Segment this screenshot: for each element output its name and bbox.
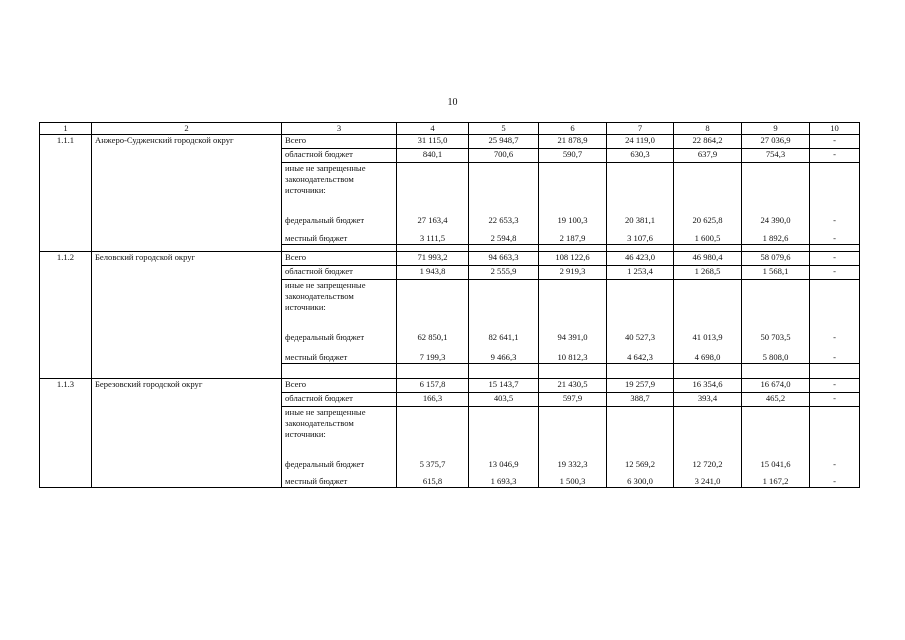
header-cell: 3 bbox=[282, 123, 397, 135]
row-local-label: местный бюджет bbox=[282, 470, 397, 488]
value-cell: 6 157,8 bbox=[397, 379, 469, 393]
value-cell bbox=[674, 163, 742, 208]
value-cell bbox=[539, 407, 607, 452]
value-cell: 41 013,9 bbox=[674, 324, 742, 343]
row-regional-label: областной бюджет bbox=[282, 149, 397, 163]
value-cell: 62 850,1 bbox=[397, 324, 469, 343]
header-cell: 1 bbox=[40, 123, 92, 135]
spacer-cell bbox=[742, 364, 810, 379]
value-cell: 5 808,0 bbox=[742, 343, 810, 364]
value-cell: 2 555,9 bbox=[469, 266, 539, 280]
value-cell bbox=[469, 280, 539, 325]
header-cell: 2 bbox=[92, 123, 282, 135]
value-cell: 19 332,3 bbox=[539, 451, 607, 470]
value-cell bbox=[810, 163, 860, 208]
value-cell: 590,7 bbox=[539, 149, 607, 163]
value-cell: 754,3 bbox=[742, 149, 810, 163]
district-code: 1.1.1 bbox=[40, 135, 92, 252]
value-cell: 94 663,3 bbox=[469, 252, 539, 266]
spacer-cell bbox=[539, 245, 607, 252]
value-cell: - bbox=[810, 343, 860, 364]
value-cell: 840,1 bbox=[397, 149, 469, 163]
spacer-cell bbox=[469, 245, 539, 252]
value-cell: 94 391,0 bbox=[539, 324, 607, 343]
value-cell: - bbox=[810, 451, 860, 470]
value-cell: 615,8 bbox=[397, 470, 469, 488]
value-cell: - bbox=[810, 393, 860, 407]
row-regional-label: областной бюджет bbox=[282, 266, 397, 280]
value-cell: - bbox=[810, 149, 860, 163]
value-cell: 3 107,6 bbox=[607, 226, 674, 245]
value-cell bbox=[469, 407, 539, 452]
spacer-cell bbox=[810, 245, 860, 252]
header-cell: 4 bbox=[397, 123, 469, 135]
value-cell: 20 381,1 bbox=[607, 207, 674, 226]
value-cell: 2 187,9 bbox=[539, 226, 607, 245]
value-cell bbox=[397, 163, 469, 208]
value-cell: 19 100,3 bbox=[539, 207, 607, 226]
spacer-cell bbox=[607, 364, 674, 379]
value-cell: 21 430,5 bbox=[539, 379, 607, 393]
value-cell: - bbox=[810, 470, 860, 488]
header-cell: 7 bbox=[607, 123, 674, 135]
table-row bbox=[40, 379, 860, 393]
row-other-sources-label: иные не запрещенные законодательством источники: bbox=[282, 280, 397, 325]
row-regional-label: областной бюджет bbox=[282, 393, 397, 407]
value-cell: - bbox=[810, 324, 860, 343]
value-cell bbox=[607, 280, 674, 325]
value-cell: 1 943,8 bbox=[397, 266, 469, 280]
row-federal-label: федеральный бюджет bbox=[282, 451, 397, 470]
value-cell: 1 600,5 bbox=[674, 226, 742, 245]
value-cell: 16 674,0 bbox=[742, 379, 810, 393]
value-cell: 465,2 bbox=[742, 393, 810, 407]
value-cell bbox=[674, 407, 742, 452]
value-cell bbox=[742, 407, 810, 452]
spacer-cell bbox=[539, 364, 607, 379]
value-cell: 3 241,0 bbox=[674, 470, 742, 488]
spacer-cell bbox=[607, 245, 674, 252]
value-cell: 46 423,0 bbox=[607, 252, 674, 266]
row-other-sources-label: иные не запрещенные законодательством источники: bbox=[282, 163, 397, 208]
value-cell: - bbox=[810, 266, 860, 280]
value-cell: 1 167,2 bbox=[742, 470, 810, 488]
value-cell: 403,5 bbox=[469, 393, 539, 407]
value-cell bbox=[674, 280, 742, 325]
value-cell: 9 466,3 bbox=[469, 343, 539, 364]
value-cell: - bbox=[810, 252, 860, 266]
spacer-cell bbox=[282, 245, 397, 252]
page-number: 10 bbox=[447, 97, 458, 108]
header-cell: 6 bbox=[539, 123, 607, 135]
value-cell: - bbox=[810, 135, 860, 149]
value-cell: 27 163,4 bbox=[397, 207, 469, 226]
value-cell: 16 354,6 bbox=[674, 379, 742, 393]
spacer-cell bbox=[674, 245, 742, 252]
value-cell: 393,4 bbox=[674, 393, 742, 407]
value-cell: 1 253,4 bbox=[607, 266, 674, 280]
value-cell: 27 036,9 bbox=[742, 135, 810, 149]
value-cell: 1 268,5 bbox=[674, 266, 742, 280]
value-cell: 1 693,3 bbox=[469, 470, 539, 488]
value-cell: 6 300,0 bbox=[607, 470, 674, 488]
budget-table bbox=[39, 122, 860, 488]
row-total-label: Всего bbox=[282, 135, 397, 149]
spacer-cell bbox=[674, 364, 742, 379]
value-cell: 25 948,7 bbox=[469, 135, 539, 149]
spacer-cell bbox=[397, 245, 469, 252]
district-name: Анжеро-Судженский городской округ bbox=[92, 135, 282, 252]
value-cell: 4 642,3 bbox=[607, 343, 674, 364]
value-cell: 7 199,3 bbox=[397, 343, 469, 364]
value-cell bbox=[397, 407, 469, 452]
value-cell bbox=[607, 407, 674, 452]
value-cell bbox=[397, 280, 469, 325]
spacer-cell bbox=[397, 364, 469, 379]
value-cell: 19 257,9 bbox=[607, 379, 674, 393]
district-body bbox=[40, 135, 860, 488]
value-cell: 21 878,9 bbox=[539, 135, 607, 149]
value-cell: 71 993,2 bbox=[397, 252, 469, 266]
value-cell: 12 720,2 bbox=[674, 451, 742, 470]
value-cell: 46 980,4 bbox=[674, 252, 742, 266]
value-cell: 12 569,2 bbox=[607, 451, 674, 470]
value-cell: 22 864,2 bbox=[674, 135, 742, 149]
value-cell: 3 111,5 bbox=[397, 226, 469, 245]
value-cell bbox=[810, 280, 860, 325]
value-cell: 15 143,7 bbox=[469, 379, 539, 393]
value-cell: 630,3 bbox=[607, 149, 674, 163]
value-cell: 22 653,3 bbox=[469, 207, 539, 226]
table-row bbox=[40, 252, 860, 266]
value-cell: 5 375,7 bbox=[397, 451, 469, 470]
spacer-cell bbox=[810, 364, 860, 379]
value-cell bbox=[810, 407, 860, 452]
value-cell: 20 625,8 bbox=[674, 207, 742, 226]
value-cell bbox=[607, 163, 674, 208]
value-cell: 388,7 bbox=[607, 393, 674, 407]
row-federal-label: федеральный бюджет bbox=[282, 324, 397, 343]
value-cell: - bbox=[810, 226, 860, 245]
value-cell: 40 527,3 bbox=[607, 324, 674, 343]
value-cell bbox=[539, 163, 607, 208]
value-cell: 50 703,5 bbox=[742, 324, 810, 343]
value-cell: 597,9 bbox=[539, 393, 607, 407]
value-cell: 700,6 bbox=[469, 149, 539, 163]
value-cell: 2 594,8 bbox=[469, 226, 539, 245]
value-cell: 108 122,6 bbox=[539, 252, 607, 266]
value-cell: 58 079,6 bbox=[742, 252, 810, 266]
value-cell bbox=[539, 280, 607, 325]
value-cell: 82 641,1 bbox=[469, 324, 539, 343]
value-cell bbox=[742, 280, 810, 325]
row-local-label: местный бюджет bbox=[282, 226, 397, 245]
header-row bbox=[40, 123, 860, 135]
row-total-label: Всего bbox=[282, 379, 397, 393]
row-total-label: Всего bbox=[282, 252, 397, 266]
value-cell: - bbox=[810, 207, 860, 226]
value-cell: 13 046,9 bbox=[469, 451, 539, 470]
district-code: 1.1.2 bbox=[40, 252, 92, 379]
value-cell: 31 115,0 bbox=[397, 135, 469, 149]
spacer-cell bbox=[742, 245, 810, 252]
header-cell: 5 bbox=[469, 123, 539, 135]
district-name: Беловский городской округ bbox=[92, 252, 282, 379]
value-cell: 2 919,3 bbox=[539, 266, 607, 280]
value-cell: 1 892,6 bbox=[742, 226, 810, 245]
spacer-cell bbox=[469, 364, 539, 379]
value-cell: 24 119,0 bbox=[607, 135, 674, 149]
value-cell: 24 390,0 bbox=[742, 207, 810, 226]
value-cell: 10 812,3 bbox=[539, 343, 607, 364]
header-cell: 10 bbox=[810, 123, 860, 135]
row-federal-label: федеральный бюджет bbox=[282, 207, 397, 226]
value-cell: 1 568,1 bbox=[742, 266, 810, 280]
header-cell: 9 bbox=[742, 123, 810, 135]
value-cell bbox=[742, 163, 810, 208]
spacer-cell bbox=[282, 364, 397, 379]
value-cell: 1 500,3 bbox=[539, 470, 607, 488]
header-cell: 8 bbox=[674, 123, 742, 135]
value-cell: 4 698,0 bbox=[674, 343, 742, 364]
value-cell: - bbox=[810, 379, 860, 393]
district-name: Березовский городской округ bbox=[92, 379, 282, 488]
value-cell: 166,3 bbox=[397, 393, 469, 407]
table-row bbox=[40, 135, 860, 149]
district-code: 1.1.3 bbox=[40, 379, 92, 488]
value-cell: 637,9 bbox=[674, 149, 742, 163]
value-cell: 15 041,6 bbox=[742, 451, 810, 470]
row-local-label: местный бюджет bbox=[282, 343, 397, 364]
row-other-sources-label: иные не запрещенные законодательством источники: bbox=[282, 407, 397, 452]
value-cell bbox=[469, 163, 539, 208]
